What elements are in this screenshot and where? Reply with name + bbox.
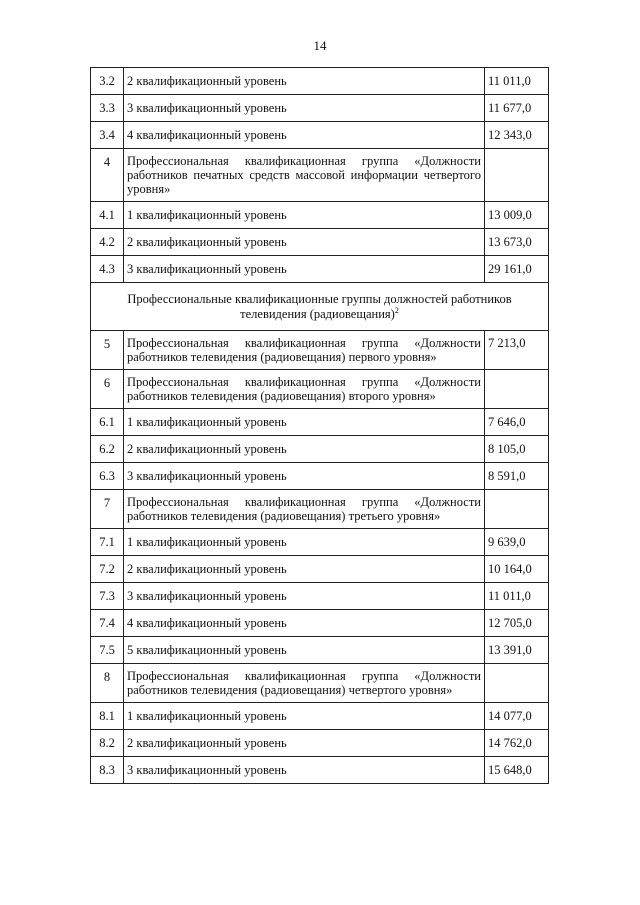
section-heading-footnote: 2: [394, 305, 399, 315]
row-number: 8: [91, 664, 124, 703]
row-value: 13 009,0: [485, 202, 549, 229]
row-name: 2 квалификационный уровень: [124, 68, 485, 95]
row-name: 3 квалификационный уровень: [124, 583, 485, 610]
table-row: [91, 331, 549, 370]
row-value: 13 391,0: [485, 637, 549, 664]
row-value: 11 677,0: [485, 95, 549, 122]
row-number: 7.4: [91, 610, 124, 637]
row-value: 14 077,0: [485, 703, 549, 730]
row-name: Профессиональная квалификационная группа «Должности работников телевидения (радиовещания) второго уровня»: [124, 370, 485, 409]
table-body-before-section: [91, 68, 549, 283]
page-number: 14: [313, 38, 327, 53]
table-row: [91, 610, 549, 637]
row-name: 4 квалификационный уровень: [124, 610, 485, 637]
section-heading-text: Профессиональные квалификационные группы должностей работников телевидения (радиовещания): [127, 291, 512, 321]
table-body-after-section: [91, 331, 549, 784]
row-name: Профессиональная квалификационная группа «Должности работников печатных средств массовой информации четвертого уровня»: [124, 149, 485, 202]
table-section: [91, 283, 549, 331]
row-value: 14 762,0: [485, 730, 549, 757]
table-row: [91, 583, 549, 610]
row-value: 10 164,0: [485, 556, 549, 583]
table-row: [91, 149, 549, 202]
table-row: [91, 68, 549, 95]
row-number: 8.2: [91, 730, 124, 757]
table-row: [91, 730, 549, 757]
row-name: 3 квалификационный уровень: [124, 757, 485, 784]
table-row: [91, 490, 549, 529]
row-number: 3.4: [91, 122, 124, 149]
row-value: 13 673,0: [485, 229, 549, 256]
row-number: 8.3: [91, 757, 124, 784]
row-name: Профессиональная квалификационная группа «Должности работников телевидения (радиовещания) первого уровня»: [124, 331, 485, 370]
row-number: 7.1: [91, 529, 124, 556]
row-value: [485, 664, 549, 703]
row-number: 6.1: [91, 409, 124, 436]
table-row: [91, 256, 549, 283]
row-value: 11 011,0: [485, 583, 549, 610]
row-name: Профессиональная квалификационная группа «Должности работников телевидения (радиовещания) четвертого уровня»: [124, 664, 485, 703]
table-row: [91, 202, 549, 229]
row-value: 8 591,0: [485, 463, 549, 490]
row-value: 12 705,0: [485, 610, 549, 637]
row-name: 2 квалификационный уровень: [124, 556, 485, 583]
row-value: 8 105,0: [485, 436, 549, 463]
row-number: 7.5: [91, 637, 124, 664]
row-value: [485, 370, 549, 409]
table-row: [91, 529, 549, 556]
row-name: 1 квалификационный уровень: [124, 409, 485, 436]
row-name: 2 квалификационный уровень: [124, 229, 485, 256]
row-value: [485, 149, 549, 202]
row-name: 1 квалификационный уровень: [124, 202, 485, 229]
row-number: 4.3: [91, 256, 124, 283]
row-value: 9 639,0: [485, 529, 549, 556]
row-value: 7 213,0: [485, 331, 549, 370]
row-number: 5: [91, 331, 124, 370]
table-row: [91, 436, 549, 463]
salary-table: [90, 67, 549, 784]
row-value: 29 161,0: [485, 256, 549, 283]
row-number: 3.3: [91, 95, 124, 122]
row-number: 4.2: [91, 229, 124, 256]
table-row: [91, 409, 549, 436]
row-name: 3 квалификационный уровень: [124, 95, 485, 122]
row-number: 7: [91, 490, 124, 529]
table-row: [91, 664, 549, 703]
row-name: 1 квалификационный уровень: [124, 529, 485, 556]
table-row: [91, 229, 549, 256]
row-value: 11 011,0: [485, 68, 549, 95]
table-row: [91, 556, 549, 583]
row-number: 4: [91, 149, 124, 202]
row-name: 2 квалификационный уровень: [124, 436, 485, 463]
section-heading-row: [91, 283, 549, 331]
row-value: 12 343,0: [485, 122, 549, 149]
row-number: 4.1: [91, 202, 124, 229]
row-name: 1 квалификационный уровень: [124, 703, 485, 730]
row-number: 6.2: [91, 436, 124, 463]
row-name: 3 квалификационный уровень: [124, 256, 485, 283]
row-name: 5 квалификационный уровень: [124, 637, 485, 664]
row-name: 3 квалификационный уровень: [124, 463, 485, 490]
row-number: 7.3: [91, 583, 124, 610]
row-name: 2 квалификационный уровень: [124, 730, 485, 757]
table-row: [91, 703, 549, 730]
row-value: 7 646,0: [485, 409, 549, 436]
row-number: 3.2: [91, 68, 124, 95]
table-row: [91, 463, 549, 490]
table-row: [91, 122, 549, 149]
row-number: 6: [91, 370, 124, 409]
table-row: [91, 370, 549, 409]
table-row: [91, 637, 549, 664]
section-heading: [91, 283, 549, 331]
table-row: [91, 757, 549, 784]
table-row: [91, 95, 549, 122]
row-number: 6.3: [91, 463, 124, 490]
row-name: 4 квалификационный уровень: [124, 122, 485, 149]
row-value: 15 648,0: [485, 757, 549, 784]
row-number: 8.1: [91, 703, 124, 730]
row-number: 7.2: [91, 556, 124, 583]
row-value: [485, 490, 549, 529]
row-name: Профессиональная квалификационная группа «Должности работников телевидения (радиовещания) третьего уровня»: [124, 490, 485, 529]
